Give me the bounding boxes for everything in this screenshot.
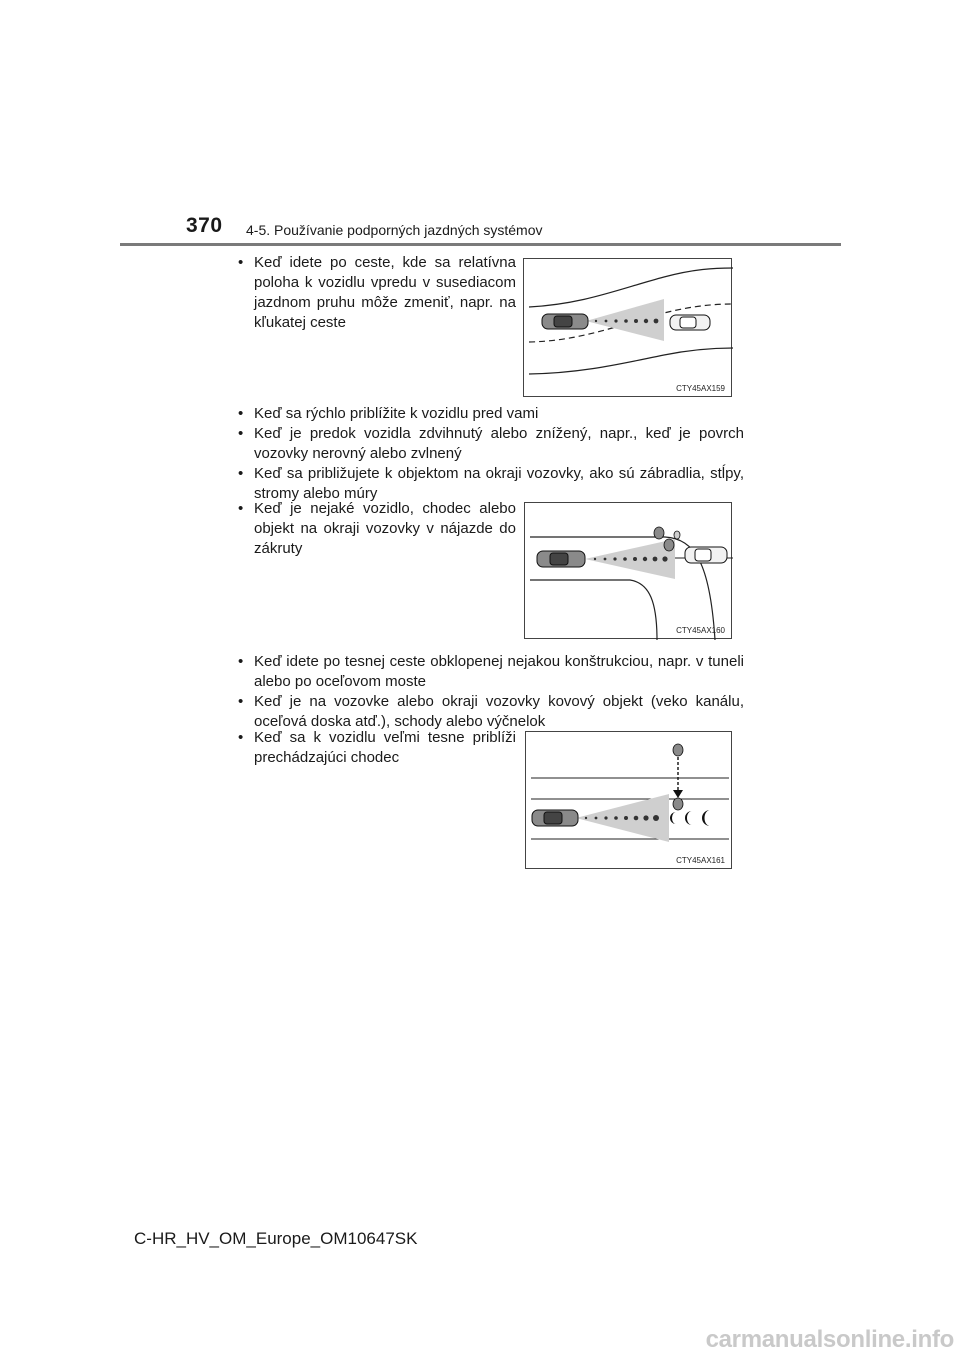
list-item	[238, 424, 744, 464]
car-ahead	[685, 547, 727, 563]
bullet-list-2	[238, 404, 744, 504]
bullet-list-1	[238, 253, 516, 333]
pedestrian-end	[673, 798, 683, 810]
bullet-icon: •	[238, 425, 244, 442]
winding-road-illustration	[524, 259, 733, 398]
list-item	[238, 253, 516, 333]
watermark: carmanualsonline.info	[705, 1326, 954, 1353]
bullet-icon: •	[238, 465, 244, 482]
list-item-text: Keď idete po tesnej ceste obklopenej nejakou konštrukciou, napr. v tuneli alebo po oceľovom moste	[254, 653, 744, 690]
list-item-text: Keď je predok vozidla zdvihnutý alebo znížený, napr., keď je povrch vozovky nerovný alebo zvlnený	[254, 425, 744, 462]
figure-crossing-pedestrian	[525, 731, 732, 869]
bullet-list-4	[238, 652, 744, 732]
list-item	[238, 728, 516, 768]
pedestrian-illustration	[526, 732, 733, 870]
bullet-icon: •	[238, 693, 244, 710]
list-item-text: Keď je na vozovke alebo okraji vozovky kovový objekt (veko kanálu, oceľová doska atď.), schody alebo výčnelok	[254, 693, 744, 730]
bullet-icon: •	[238, 500, 244, 517]
bullet-icon: •	[238, 653, 244, 670]
bullet-list-3	[238, 499, 516, 559]
list-item	[238, 692, 744, 732]
list-item	[238, 652, 744, 692]
own-car	[537, 551, 585, 567]
list-item-text: Keď je nejaké vozidlo, chodec alebo objekt na okraji vozovky v nájazde do zákruty	[254, 500, 516, 557]
curve-illustration	[525, 503, 733, 640]
page-number: 370	[186, 214, 223, 237]
list-item-text: Keď sa rýchlo priblížite k vozidlu pred vami	[254, 405, 539, 422]
bullet-icon: •	[238, 405, 244, 422]
list-item-text: Keď sa približujete k objektom na okraji vozovky, ako sú zábradlia, stĺpy, stromy alebo múry	[254, 465, 744, 502]
document-id: C-HR_HV_OM_Europe_OM10647SK	[134, 1229, 418, 1248]
list-item	[238, 464, 744, 504]
figure-caption: CTY45AX160	[676, 626, 725, 635]
car-ahead	[670, 315, 710, 330]
crescent-markers	[670, 810, 710, 826]
list-item-text: Keď idete po ceste, kde sa relatívna poloha k vozidlu vpredu v susediacom jazdnom pruhu môže zmeniť, napr. na kľukatej ceste	[254, 254, 516, 331]
figure-caption: CTY45AX159	[676, 384, 725, 393]
section-title: 4-5. Používanie podporných jazdných systémov	[246, 222, 543, 238]
own-car	[542, 314, 588, 329]
list-item	[238, 499, 516, 559]
bullet-icon: •	[238, 254, 244, 271]
own-car	[532, 810, 578, 826]
figure-curve-entrance	[524, 502, 732, 639]
bullet-list-5	[238, 728, 516, 768]
figure-winding-road	[523, 258, 732, 397]
figure-caption: CTY45AX161	[676, 856, 725, 865]
pedestrian-start	[673, 744, 683, 756]
header-divider	[120, 243, 841, 246]
list-item	[238, 404, 744, 424]
list-item-text: Keď sa k vozidlu veľmi tesne priblíži prechádzajúci chodec	[254, 729, 516, 766]
bullet-icon: •	[238, 729, 244, 746]
